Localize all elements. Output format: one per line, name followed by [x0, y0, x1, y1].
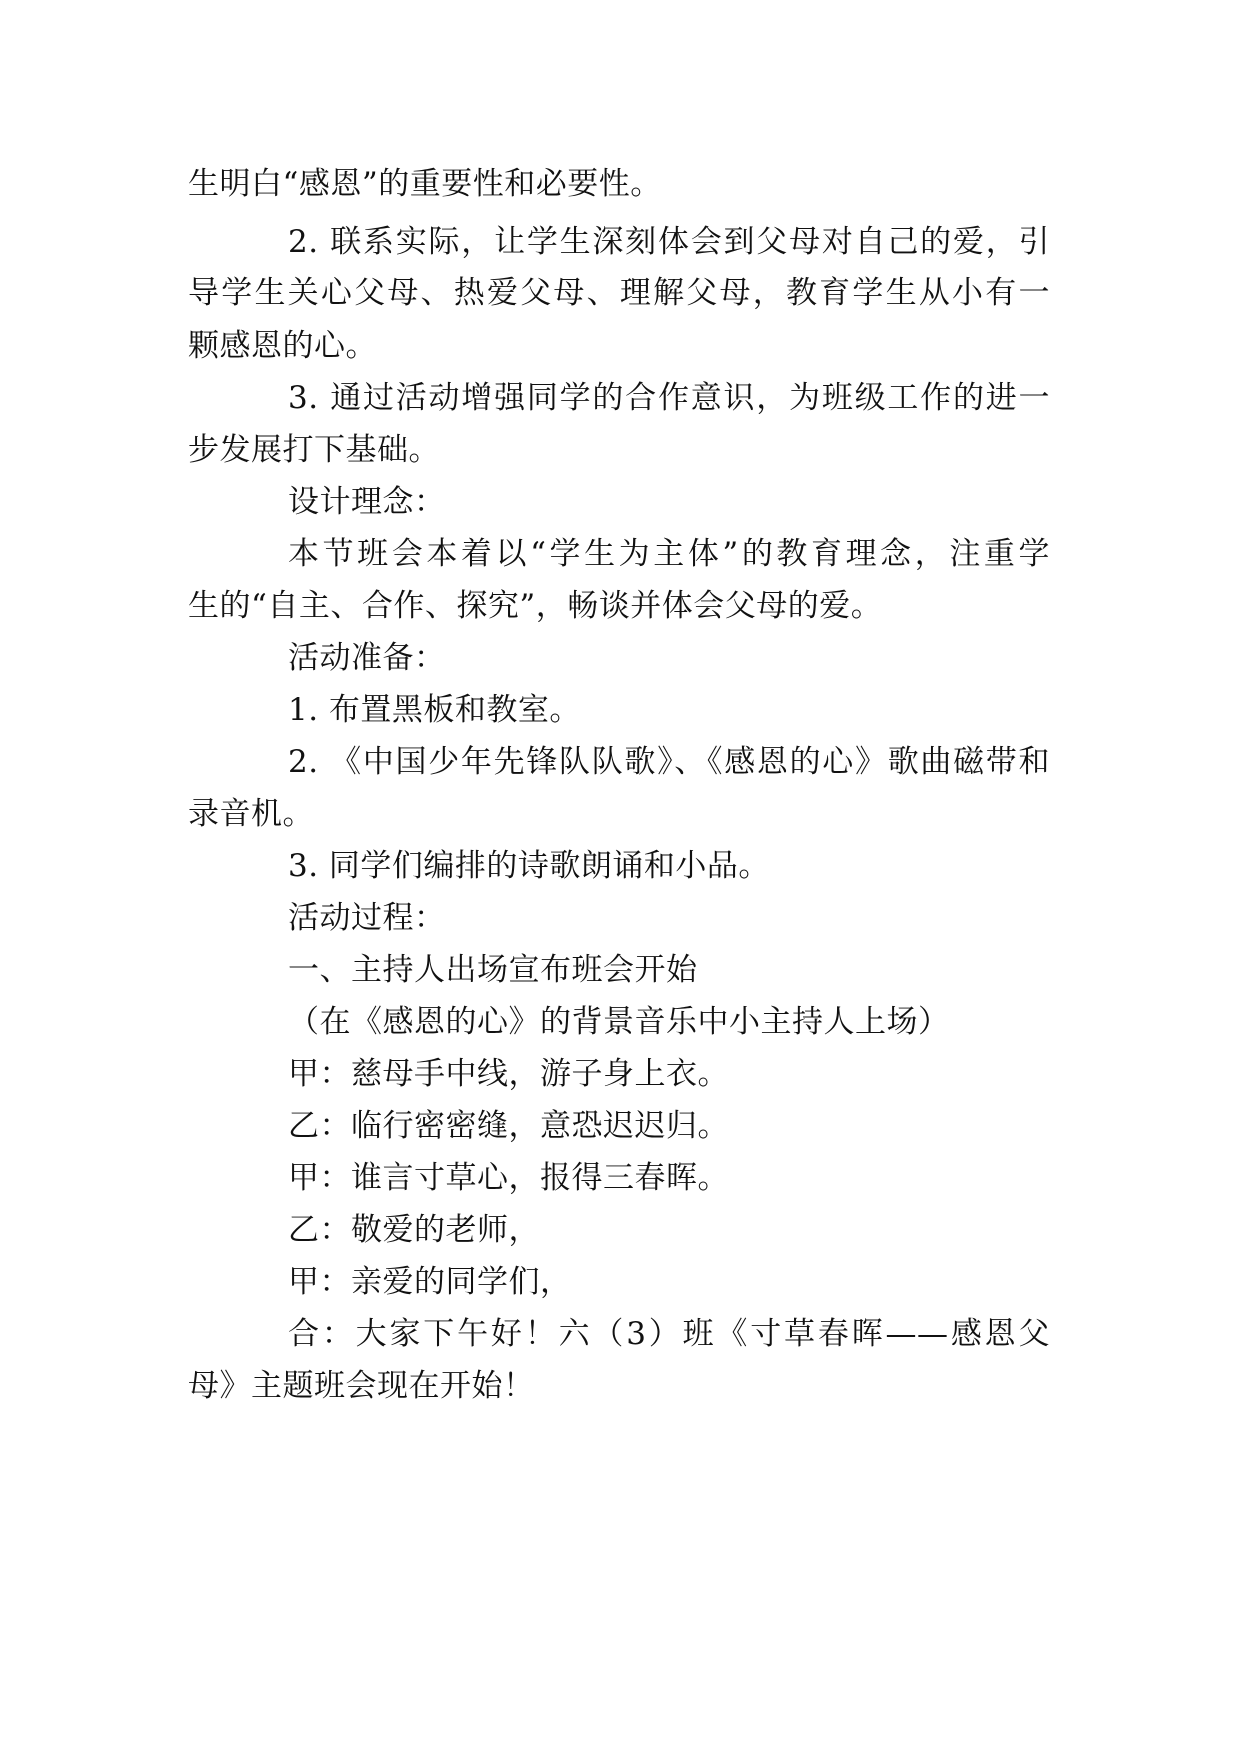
text-line: 本节班会本着以“学生为主体”的教育理念，注重学	[288, 536, 1050, 572]
list-item: 2. 《中国少年先锋队队歌》、《感恩的心》歌曲磁带和	[288, 744, 1050, 780]
text-line: 导学生关心父母、热爱父母、理解父母，教育学生从小有一	[188, 275, 1050, 311]
text-line: 3. 通过活动增强同学的合作意识，为班级工作的进一	[288, 380, 1050, 416]
text-line: 生明白“感恩”的重要性和必要性。	[188, 166, 662, 202]
text-line: 甲：谁言寸草心，报得三春晖。	[288, 1160, 729, 1196]
text-line: 乙：临行密密缝，意恐迟迟归。	[288, 1108, 729, 1144]
text-line: 合：大家下午好！六（3）班《寸草春晖——感恩父	[288, 1316, 1050, 1352]
text-line: 甲：慈母手中线，游子身上衣。	[288, 1056, 729, 1092]
list-item: 3. 同学们编排的诗歌朗诵和小品。	[288, 848, 770, 884]
text-line: 步发展打下基础。	[188, 432, 440, 468]
text-line: 母》主题班会现在开始！	[188, 1368, 535, 1404]
text-line: （在《感恩的心》的背景音乐中小主持人上场）	[288, 1004, 950, 1040]
text-line: 乙：敬爱的老师，	[288, 1212, 540, 1248]
text-line: 一、主持人出场宣布班会开始	[288, 952, 698, 988]
text-line: 2. 联系实际，让学生深刻体会到父母对自己的爱，引	[288, 224, 1050, 260]
section-heading: 活动准备：	[288, 640, 446, 676]
text-line: 生的“自主、合作、探究”，畅谈并体会父母的爱。	[188, 588, 883, 624]
list-item: 1. 布置黑板和教室。	[288, 692, 581, 728]
text-line: 颗感恩的心。	[188, 328, 377, 364]
section-heading: 活动过程：	[288, 900, 446, 936]
text-line: 甲：亲爱的同学们，	[288, 1264, 572, 1300]
section-heading: 设计理念：	[288, 484, 446, 520]
text-line: 录音机。	[188, 796, 314, 832]
